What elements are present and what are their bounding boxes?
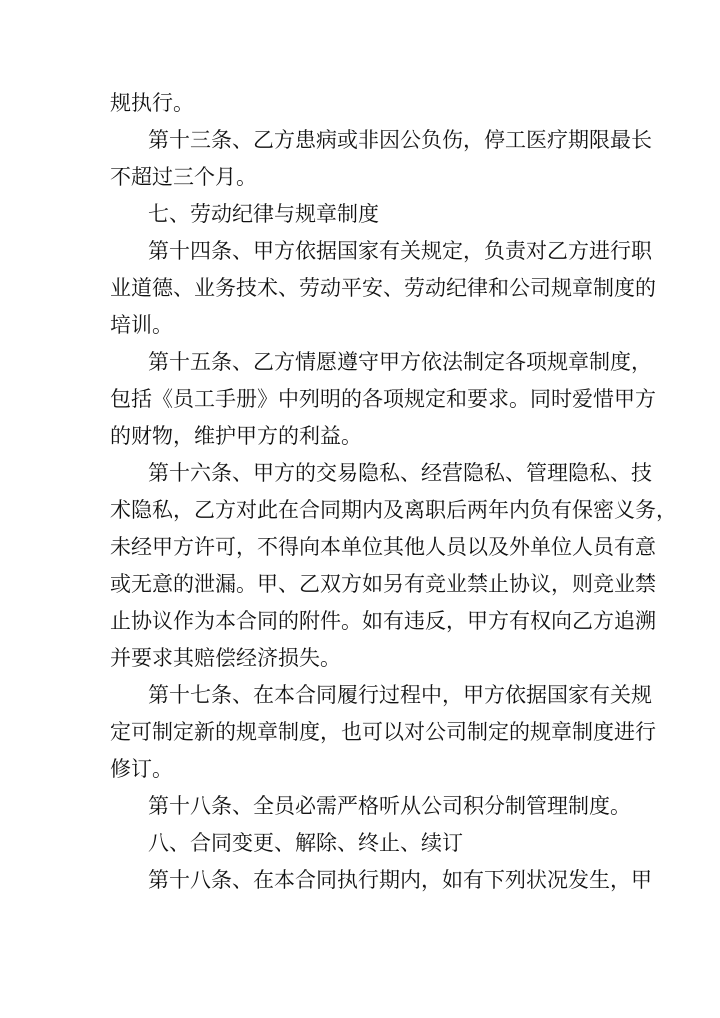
text-line: 未经甲方许可，不得向本单位其他人员以及外单位人员有意 <box>110 535 656 559</box>
text-line: 并要求其赔偿经济损失。 <box>110 646 341 670</box>
text-line: 或无意的泄漏。甲、乙双方如另有竞业禁止协议，则竞业禁 <box>110 572 656 596</box>
section-heading-8: 八、合同变更、解除、终止、续订 <box>148 831 463 855</box>
clause-16-line: 第十六条、甲方的交易隐私、经营隐私、管理隐私、技 <box>148 461 652 485</box>
text-line: 的财物，维护甲方的利益。 <box>110 424 362 448</box>
clause-18b-line: 第十八条、在本合同执行期内，如有下列状况发生，甲 <box>148 868 652 892</box>
text-line: 业道德、业务技术、劳动平安、劳动纪律和公司规章制度的 <box>110 276 656 300</box>
text-line: 包括《员工手册》中列明的各项规定和要求。同时爱惜甲方 <box>110 387 656 411</box>
text-line: 定可制定新的规章制度，也可以对公司制定的规章制度进行 <box>110 720 656 744</box>
section-heading-7: 七、劳动纪律与规章制度 <box>148 202 379 226</box>
text-line: 修订。 <box>110 757 173 781</box>
text-line: 术隐私，乙方对此在合同期内及离职后两年内负有保密义务， <box>110 498 677 522</box>
clause-13-line: 第十三条、乙方患病或非因公负伤，停工医疗期限最长 <box>148 128 652 152</box>
text-line: 规执行。 <box>110 91 194 115</box>
clause-15-line: 第十五条、乙方情愿遵守甲方依法制定各项规章制度， <box>148 350 652 374</box>
clause-17-line: 第十七条、在本合同履行过程中，甲方依据国家有关规 <box>148 683 652 707</box>
clause-18-line: 第十八条、全员必需严格听从公司积分制管理制度。 <box>148 794 631 818</box>
clause-14-line: 第十四条、甲方依据国家有关规定，负责对乙方进行职 <box>148 239 652 263</box>
text-line: 不超过三个月。 <box>110 165 257 189</box>
text-line: 止协议作为本合同的附件。如有违反，甲方有权向乙方追溯 <box>110 609 656 633</box>
text-line: 培训。 <box>110 313 173 337</box>
document-body <box>110 85 677 899</box>
